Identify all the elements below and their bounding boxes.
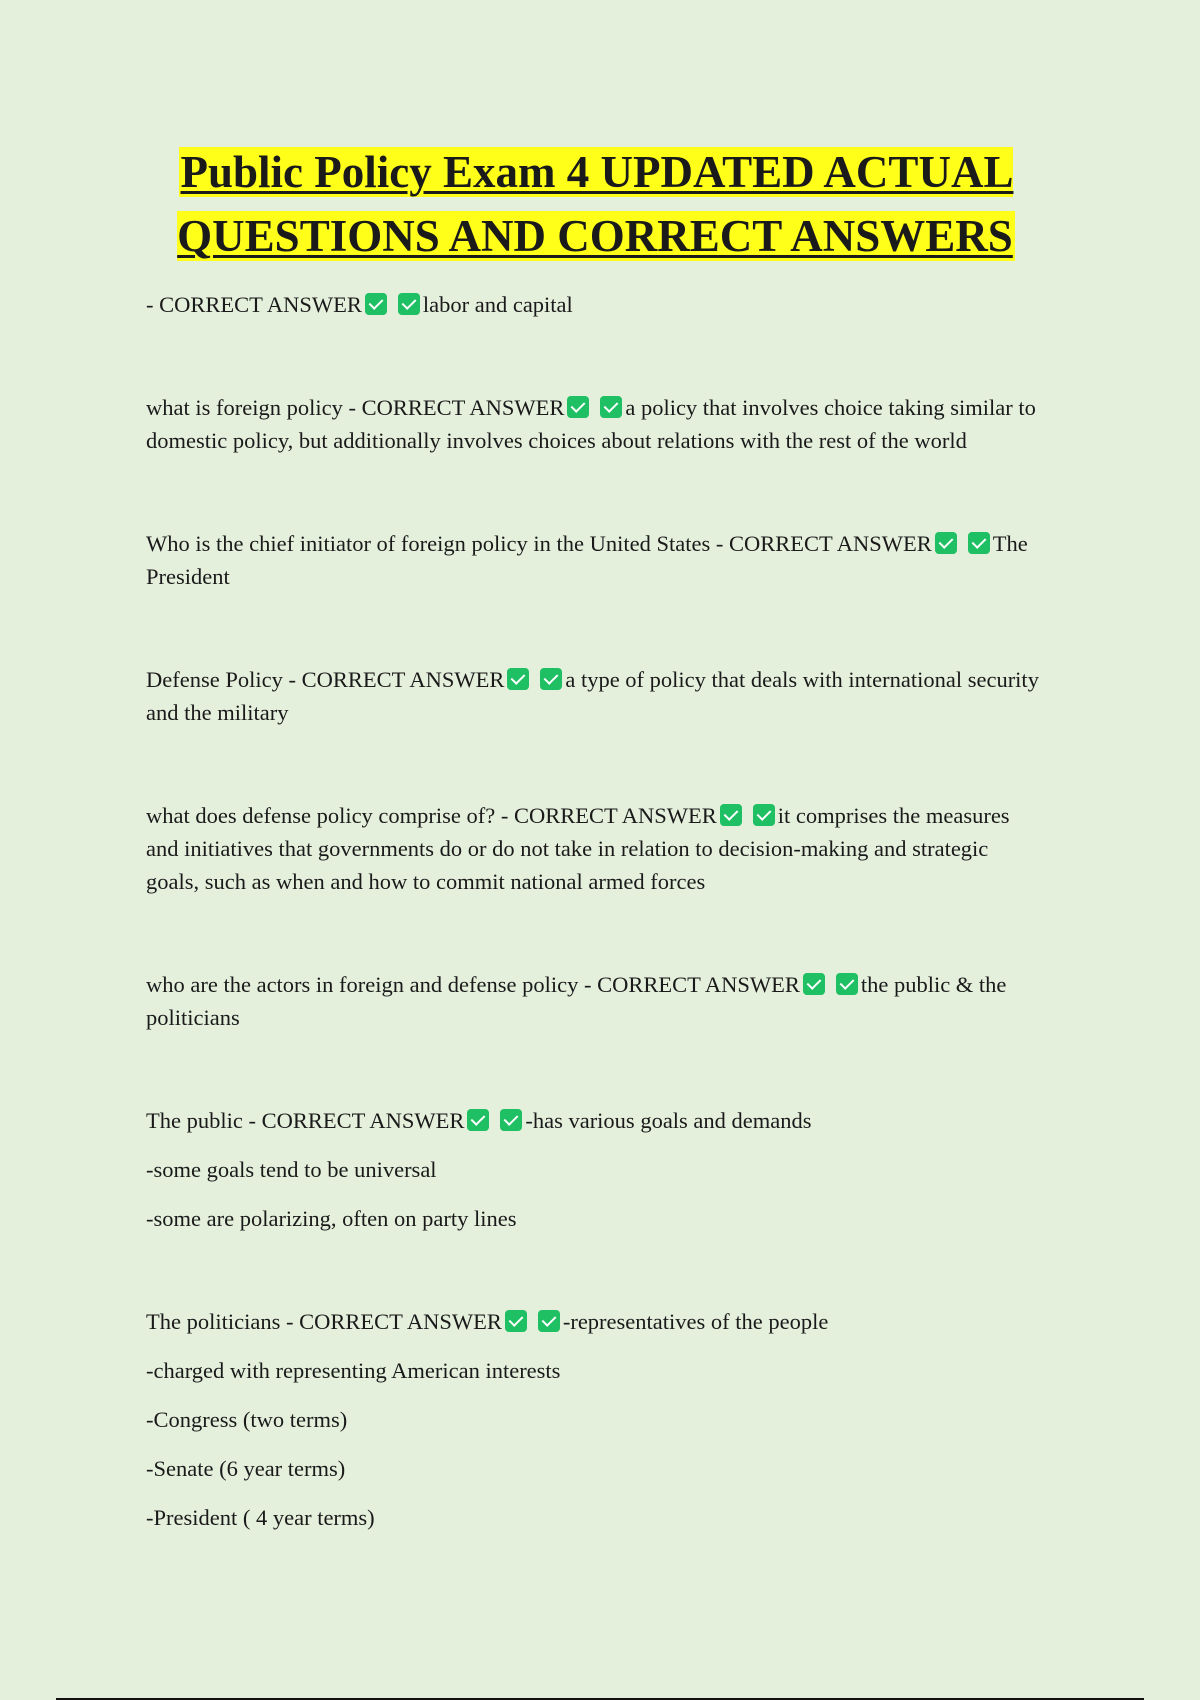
qa-line: [146, 288, 1046, 321]
qa-item: [146, 527, 1046, 593]
correct-answer-marker: - CORRECT ANSWER: [146, 292, 362, 317]
qa-line: [146, 968, 1046, 1034]
qa-line: [146, 1104, 1046, 1137]
qa-line: [146, 799, 1046, 898]
answer-text: a type of policy that deals with international security and the military: [146, 667, 1039, 725]
answer-text: The President: [146, 531, 1028, 589]
green-checkmark-icon: [600, 396, 622, 418]
green-checkmark-icon: [567, 396, 589, 418]
correct-answer-marker: - CORRECT ANSWER: [715, 531, 932, 556]
green-checkmark-icon: [467, 1109, 489, 1131]
green-checkmark-icon: [505, 1310, 527, 1332]
question-text: who are the actors in foreign and defense policy: [146, 972, 579, 997]
answer-continuation-line: -charged with representing American interests: [146, 1358, 561, 1383]
document-page: [146, 140, 1046, 1534]
correct-answer-marker: - CORRECT ANSWER: [288, 667, 505, 692]
correct-answer-marker: - CORRECT ANSWER: [500, 803, 717, 828]
question-text: what is foreign policy: [146, 395, 343, 420]
answer-text: -has various goals and demands: [525, 1108, 812, 1133]
question-text: Who is the chief initiator of foreign policy in the United States: [146, 531, 711, 556]
green-checkmark-icon: [935, 532, 957, 554]
green-checkmark-icon: [753, 804, 775, 826]
correct-answer-marker: - CORRECT ANSWER: [248, 1108, 465, 1133]
qa-line: [146, 663, 1046, 729]
document-title-text: Public Policy Exam 4 UPDATED ACTUAL QUESTIONS AND CORRECT ANSWERS: [177, 147, 1014, 261]
green-checkmark-icon: [720, 804, 742, 826]
answer-text: -representatives of the people: [562, 1309, 829, 1334]
question-text: what does defense policy comprise of?: [146, 803, 496, 828]
question-text: The politicians: [146, 1309, 281, 1334]
green-checkmark-icon: [500, 1109, 522, 1131]
green-checkmark-icon: [538, 1310, 560, 1332]
correct-answer-marker: - CORRECT ANSWER: [348, 395, 565, 420]
qa-item: [146, 1104, 1046, 1235]
qa-line: [146, 391, 1046, 457]
answer-continuation-line: -Congress (two terms): [146, 1407, 348, 1432]
qa-line: [146, 527, 1046, 593]
green-checkmark-icon: [968, 532, 990, 554]
qa-item: [146, 968, 1046, 1034]
green-checkmark-icon: [398, 293, 420, 315]
green-checkmark-icon: [803, 973, 825, 995]
answer-continuation-line: -Senate (6 year terms): [146, 1456, 346, 1481]
qa-item: [146, 1305, 1046, 1534]
answer-text: the public & the politicians: [146, 972, 1007, 1030]
qa-list: [146, 288, 1046, 1534]
green-checkmark-icon: [507, 668, 529, 690]
qa-item: [146, 288, 1046, 321]
document-title: [146, 140, 1046, 268]
answer-continuation-line: -some goals tend to be universal: [146, 1157, 437, 1182]
correct-answer-marker: - CORRECT ANSWER: [583, 972, 800, 997]
correct-answer-marker: - CORRECT ANSWER: [285, 1309, 502, 1334]
answer-continuation-line: -some are polarizing, often on party lines: [146, 1206, 517, 1231]
qa-line: [146, 1305, 1046, 1338]
green-checkmark-icon: [836, 973, 858, 995]
answer-text: it comprises the measures and initiatives that governments do or do not take in relation to decision-making and strategic goals, such as when and how to commit national armed forces: [146, 803, 1010, 894]
qa-item: [146, 391, 1046, 457]
qa-item: [146, 663, 1046, 729]
qa-item: [146, 799, 1046, 898]
answer-text: a policy that involves choice taking similar to domestic policy, but additionally involves choices about relations with the rest of the world: [146, 395, 1036, 453]
green-checkmark-icon: [365, 293, 387, 315]
answer-text: labor and capital: [422, 292, 573, 317]
question-text: Defense Policy: [146, 667, 283, 692]
green-checkmark-icon: [540, 668, 562, 690]
answer-continuation-line: -President ( 4 year terms): [146, 1505, 375, 1530]
question-text: The public: [146, 1108, 243, 1133]
